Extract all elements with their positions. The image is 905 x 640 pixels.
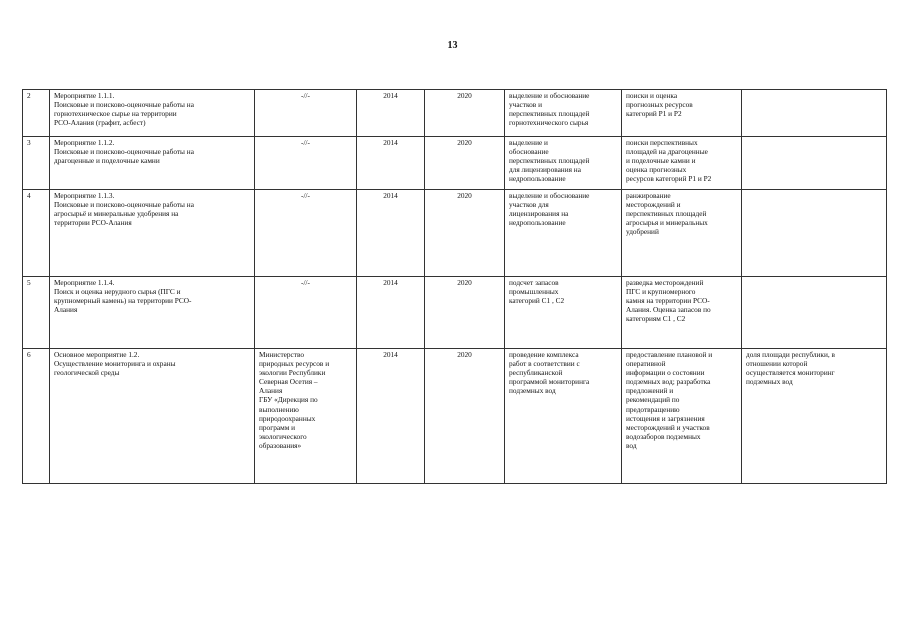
- plan-table: [22, 89, 887, 484]
- measure-title: Мероприятие 1.1.3.: [54, 191, 115, 200]
- measure-description-line: крупномерный камень) на территории РСО-: [54, 296, 192, 306]
- outcome-cell-line: ресурсов категорий Р1 и Р2: [626, 174, 712, 184]
- expected-result-cell-line: подсчет запасов: [509, 278, 559, 287]
- end-year: 2020: [425, 349, 505, 484]
- executor-cell-line: Алания: [259, 386, 283, 396]
- outcome-cell-line: ранжирование: [626, 191, 671, 200]
- measure-description-line: агросырьё и минеральные удобрения на: [54, 209, 179, 219]
- expected-result-cell-line: обоснование: [509, 147, 549, 157]
- executor-cell-line: Северная Осетия –: [259, 377, 318, 387]
- measure-cell: [50, 349, 255, 484]
- outcome-cell-line: удобрений: [626, 227, 659, 237]
- outcome-cell-line: информации о состоянии: [626, 368, 705, 378]
- outcome-cell-line: предложений и: [626, 386, 674, 396]
- executor-cell-line: программ и: [259, 422, 296, 432]
- executor-cell: [255, 137, 357, 190]
- measure-title: Основное мероприятие 1.2.: [54, 350, 140, 359]
- executor-cell-line: Министерство: [259, 350, 304, 359]
- page-number: 13: [447, 40, 458, 51]
- outcome-cell-line: прогнозных ресурсов: [626, 100, 693, 110]
- table-row: [23, 349, 887, 484]
- expected-result-cell: [505, 90, 622, 137]
- expected-result-cell-line: работ в соответствии с: [509, 359, 580, 369]
- measure-description-line: РСО-Алания (графит, асбест): [54, 118, 146, 128]
- indicator-cell: [742, 190, 887, 277]
- table-row: [23, 190, 887, 277]
- outcome-cell-line: агросырья и минеральных: [626, 218, 708, 228]
- outcome-cell: [622, 137, 742, 190]
- measure-description-line: Поисковые и поисково-оценочные работы на: [54, 147, 194, 157]
- expected-result-cell-line: недропользование: [509, 174, 566, 184]
- expected-result-cell-line: участков и: [509, 100, 542, 110]
- expected-result-cell-line: горнотехнического сырья: [509, 118, 589, 128]
- outcome-cell-line: перспективных площадей: [626, 209, 707, 219]
- executor-cell: [255, 277, 357, 349]
- outcome-cell-line: разведка месторождений: [626, 278, 704, 287]
- measure-title: Мероприятие 1.1.4.: [54, 278, 115, 287]
- measure-description-line: Осуществление мониторинга и охраны: [54, 359, 176, 369]
- executor-cell: [255, 190, 357, 277]
- row-number: 4: [23, 190, 50, 277]
- outcome-cell-line: подземных вод; разработка: [626, 377, 711, 387]
- outcome-cell-line: истощения и загрязнения: [626, 413, 705, 423]
- executor-cell-line: выполнению: [259, 404, 299, 414]
- executor-cell-line: -//-: [301, 191, 310, 200]
- measure-cell: [50, 277, 255, 349]
- executor-cell: [255, 90, 357, 137]
- outcome-cell-line: предоставление плановой и: [626, 350, 713, 359]
- measure-description-line: горнотехническое сырье на территории: [54, 109, 177, 119]
- indicator-cell-line: доля площади республики, в: [746, 350, 835, 359]
- outcome-cell-line: рекомендаций по: [626, 395, 680, 405]
- measure-description-line: Поисковые и поисково-оценочные работы на: [54, 200, 194, 210]
- measure-title: Мероприятие 1.1.1.: [54, 91, 115, 100]
- table-row: [23, 90, 887, 137]
- outcome-cell-line: поиски перспективных: [626, 138, 698, 147]
- measure-description-line: Поиск и оценка нерудного сырья (ПГС и: [54, 287, 181, 297]
- measure-description-line: Поисковые и поисково-оценочные работы на: [54, 100, 194, 110]
- row-number: 5: [23, 277, 50, 349]
- executor-cell-line: природных ресурсов и: [259, 359, 330, 369]
- outcome-cell-line: месторождений и участков: [626, 422, 710, 432]
- end-year: 2020: [425, 137, 505, 190]
- measure-cell: [50, 137, 255, 190]
- executor-cell-line: образования»: [259, 440, 302, 450]
- outcome-cell-line: поиски и оценка: [626, 91, 678, 100]
- measure-cell: [50, 90, 255, 137]
- measure-description-line: территории РСО-Алания: [54, 218, 132, 228]
- outcome-cell-line: камня на территории РСО-: [626, 296, 710, 306]
- measure-title: Мероприятие 1.1.2.: [54, 138, 115, 147]
- outcome-cell-line: и поделочные камни и: [626, 156, 696, 166]
- executor-cell-line: -//-: [301, 278, 310, 287]
- expected-result-cell-line: перспективных площадей: [509, 109, 590, 119]
- executor-cell-line: ГБУ «Дирекция по: [259, 395, 318, 405]
- outcome-cell-line: месторождений и: [626, 200, 681, 210]
- outcome-cell-line: категорий Р1 и Р2: [626, 109, 682, 119]
- expected-result-cell-line: перспективных площадей: [509, 156, 590, 166]
- outcome-cell: [622, 277, 742, 349]
- expected-result-cell-line: категорий С1 , С2: [509, 296, 565, 306]
- indicator-cell-line: подземных вод: [746, 377, 793, 387]
- executor-cell-line: -//-: [301, 91, 310, 100]
- indicator-cell: [742, 277, 887, 349]
- expected-result-cell-line: лицензирования на: [509, 209, 569, 219]
- indicator-cell: [742, 349, 887, 484]
- measure-cell: [50, 190, 255, 277]
- measure-description-line: геологической среды: [54, 368, 120, 378]
- indicator-cell: [742, 90, 887, 137]
- indicator-cell-line: отношении которой: [746, 359, 808, 369]
- expected-result-cell: [505, 190, 622, 277]
- outcome-cell-line: оперативной: [626, 359, 666, 369]
- outcome-cell: [622, 190, 742, 277]
- end-year: 2020: [425, 190, 505, 277]
- expected-result-cell-line: проведение комплекса: [509, 350, 579, 359]
- outcome-cell-line: категориям С1 , С2: [626, 314, 686, 324]
- outcome-cell: [622, 90, 742, 137]
- expected-result-cell-line: недропользование: [509, 218, 566, 228]
- row-number: 3: [23, 137, 50, 190]
- expected-result-cell-line: выделение и: [509, 138, 548, 147]
- outcome-cell-line: площадей на драгоценные: [626, 147, 708, 157]
- outcome-cell-line: вод: [626, 440, 637, 450]
- expected-result-cell: [505, 277, 622, 349]
- row-number: 2: [23, 90, 50, 137]
- expected-result-cell-line: республиканской: [509, 368, 563, 378]
- start-year: 2014: [357, 277, 425, 349]
- executor-cell-line: экологии Республики: [259, 368, 326, 378]
- measure-description-line: драгоценные и поделочные камни: [54, 156, 160, 166]
- executor-cell: [255, 349, 357, 484]
- outcome-cell-line: водозаборов подземных: [626, 431, 701, 441]
- start-year: 2014: [357, 137, 425, 190]
- start-year: 2014: [357, 90, 425, 137]
- outcome-cell-line: ПГС и крупномерного: [626, 287, 696, 297]
- outcome-cell: [622, 349, 742, 484]
- outcome-cell-line: предотвращению: [626, 404, 680, 414]
- expected-result-cell: [505, 349, 622, 484]
- end-year: 2020: [425, 90, 505, 137]
- expected-result-cell: [505, 137, 622, 190]
- table-row: [23, 277, 887, 349]
- executor-cell-line: -//-: [301, 138, 310, 147]
- expected-result-cell-line: выделение и обоснование: [509, 91, 590, 100]
- expected-result-cell-line: участков для: [509, 200, 549, 210]
- start-year: 2014: [357, 349, 425, 484]
- measure-description-line: Алания: [54, 305, 78, 315]
- end-year: 2020: [425, 277, 505, 349]
- executor-cell-line: природоохранных: [259, 413, 316, 423]
- expected-result-cell-line: промышленных: [509, 287, 559, 297]
- row-number: 6: [23, 349, 50, 484]
- start-year: 2014: [357, 190, 425, 277]
- expected-result-cell-line: выделение и обоснование: [509, 191, 590, 200]
- outcome-cell-line: оценка прогнозных: [626, 165, 687, 175]
- executor-cell-line: экологического: [259, 431, 307, 441]
- outcome-cell-line: Алания. Оценка запасов по: [626, 305, 711, 315]
- expected-result-cell-line: программой мониторинга: [509, 377, 590, 387]
- expected-result-cell-line: для лицензирования на: [509, 165, 581, 175]
- expected-result-cell-line: подземных вод: [509, 386, 556, 396]
- indicator-cell-line: осуществляется мониторинг: [746, 368, 835, 378]
- table-row: [23, 137, 887, 190]
- indicator-cell: [742, 137, 887, 190]
